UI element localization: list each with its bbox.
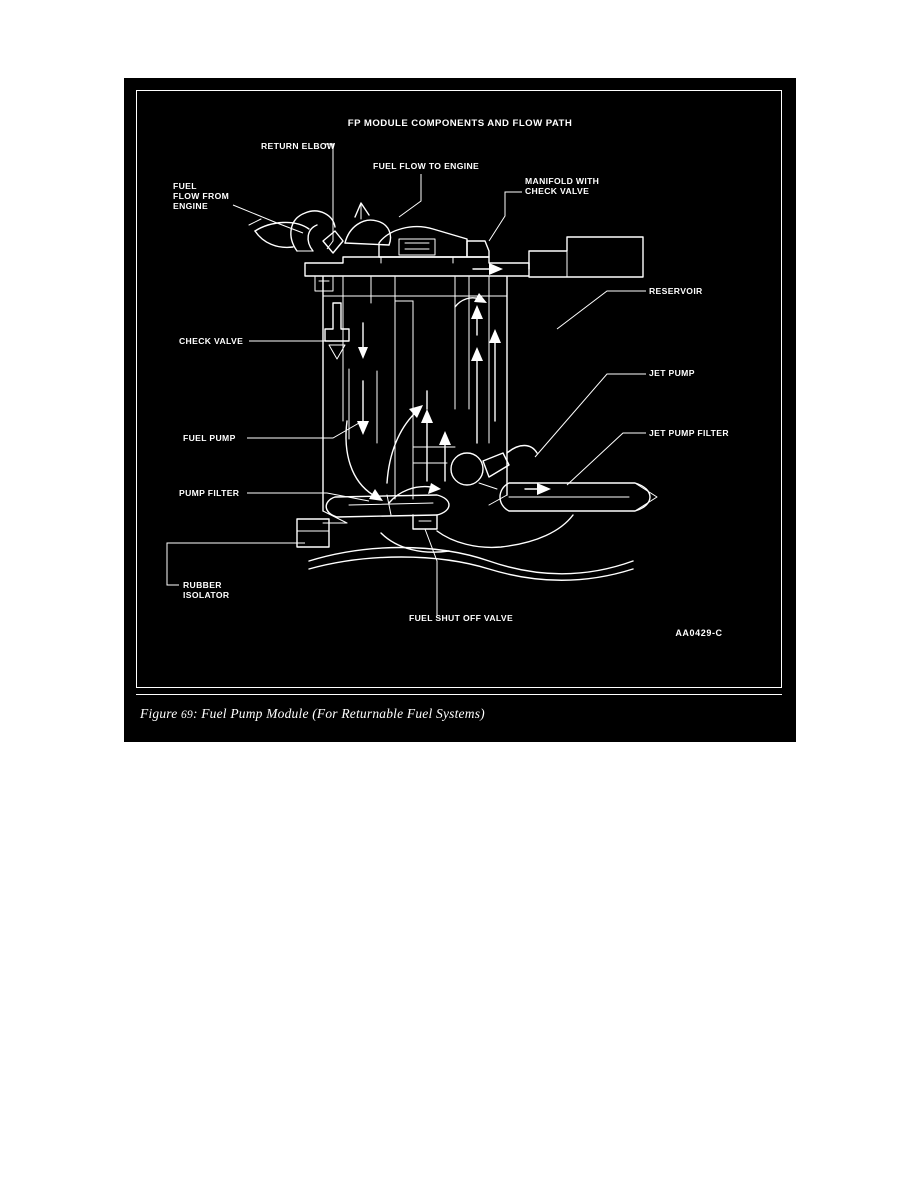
callout-label-check-valve: CHECK VALVE	[179, 336, 244, 346]
callout-label-manifold-with-check-valve-2: CHECK VALVE	[525, 186, 590, 196]
figure-caption-prefix: Figure	[140, 706, 178, 721]
callout-leader-lines	[167, 144, 646, 615]
callout-label-manifold-with-check-valve-1: MANIFOLD WITH	[525, 176, 600, 186]
figure-caption-separator: :	[192, 706, 198, 721]
callout-label-rubber-isolator-2: ISOLATOR	[183, 590, 230, 600]
fuel-pump-module-illustration	[137, 91, 783, 689]
callout-label-return-elbow: RETURN ELBOW	[261, 141, 336, 151]
callout-label-fuel-flow-from-engine-1: FUEL	[173, 181, 197, 191]
diagram-title: FP MODULE COMPONENTS AND FLOW PATH	[347, 118, 573, 129]
callout-label-jet-pump: JET PUMP	[649, 368, 695, 378]
callout-label-fuel-shut-off-valve: FUEL SHUT OFF VALVE	[409, 613, 514, 623]
callout-label-jet-pump-filter: JET PUMP FILTER	[649, 428, 729, 438]
figure-caption-text: Fuel Pump Module (For Returnable Fuel Systems)	[201, 706, 485, 721]
callout-label-pump-filter: PUMP FILTER	[179, 488, 240, 498]
callout-label-fuel-flow-from-engine-2: FLOW FROM	[173, 191, 230, 201]
illustration-frame	[136, 90, 782, 688]
drawing-code: AA0429-C	[675, 628, 723, 638]
figure-block	[124, 78, 796, 742]
caption-divider	[136, 694, 782, 695]
callout-label-rubber-isolator-1: RUBBER	[183, 580, 222, 590]
callout-label-fuel-flow-from-engine-3: ENGINE	[173, 201, 209, 211]
fuel-pump-module-drawing	[249, 203, 657, 580]
callout-label-fuel-pump: FUEL PUMP	[183, 433, 236, 443]
callout-label-reservoir: RESERVOIR	[649, 286, 703, 296]
callout-label-fuel-flow-to-engine: FUEL FLOW TO ENGINE	[373, 161, 480, 171]
figure-caption-number: 69	[181, 709, 193, 721]
figure-caption	[140, 706, 780, 722]
